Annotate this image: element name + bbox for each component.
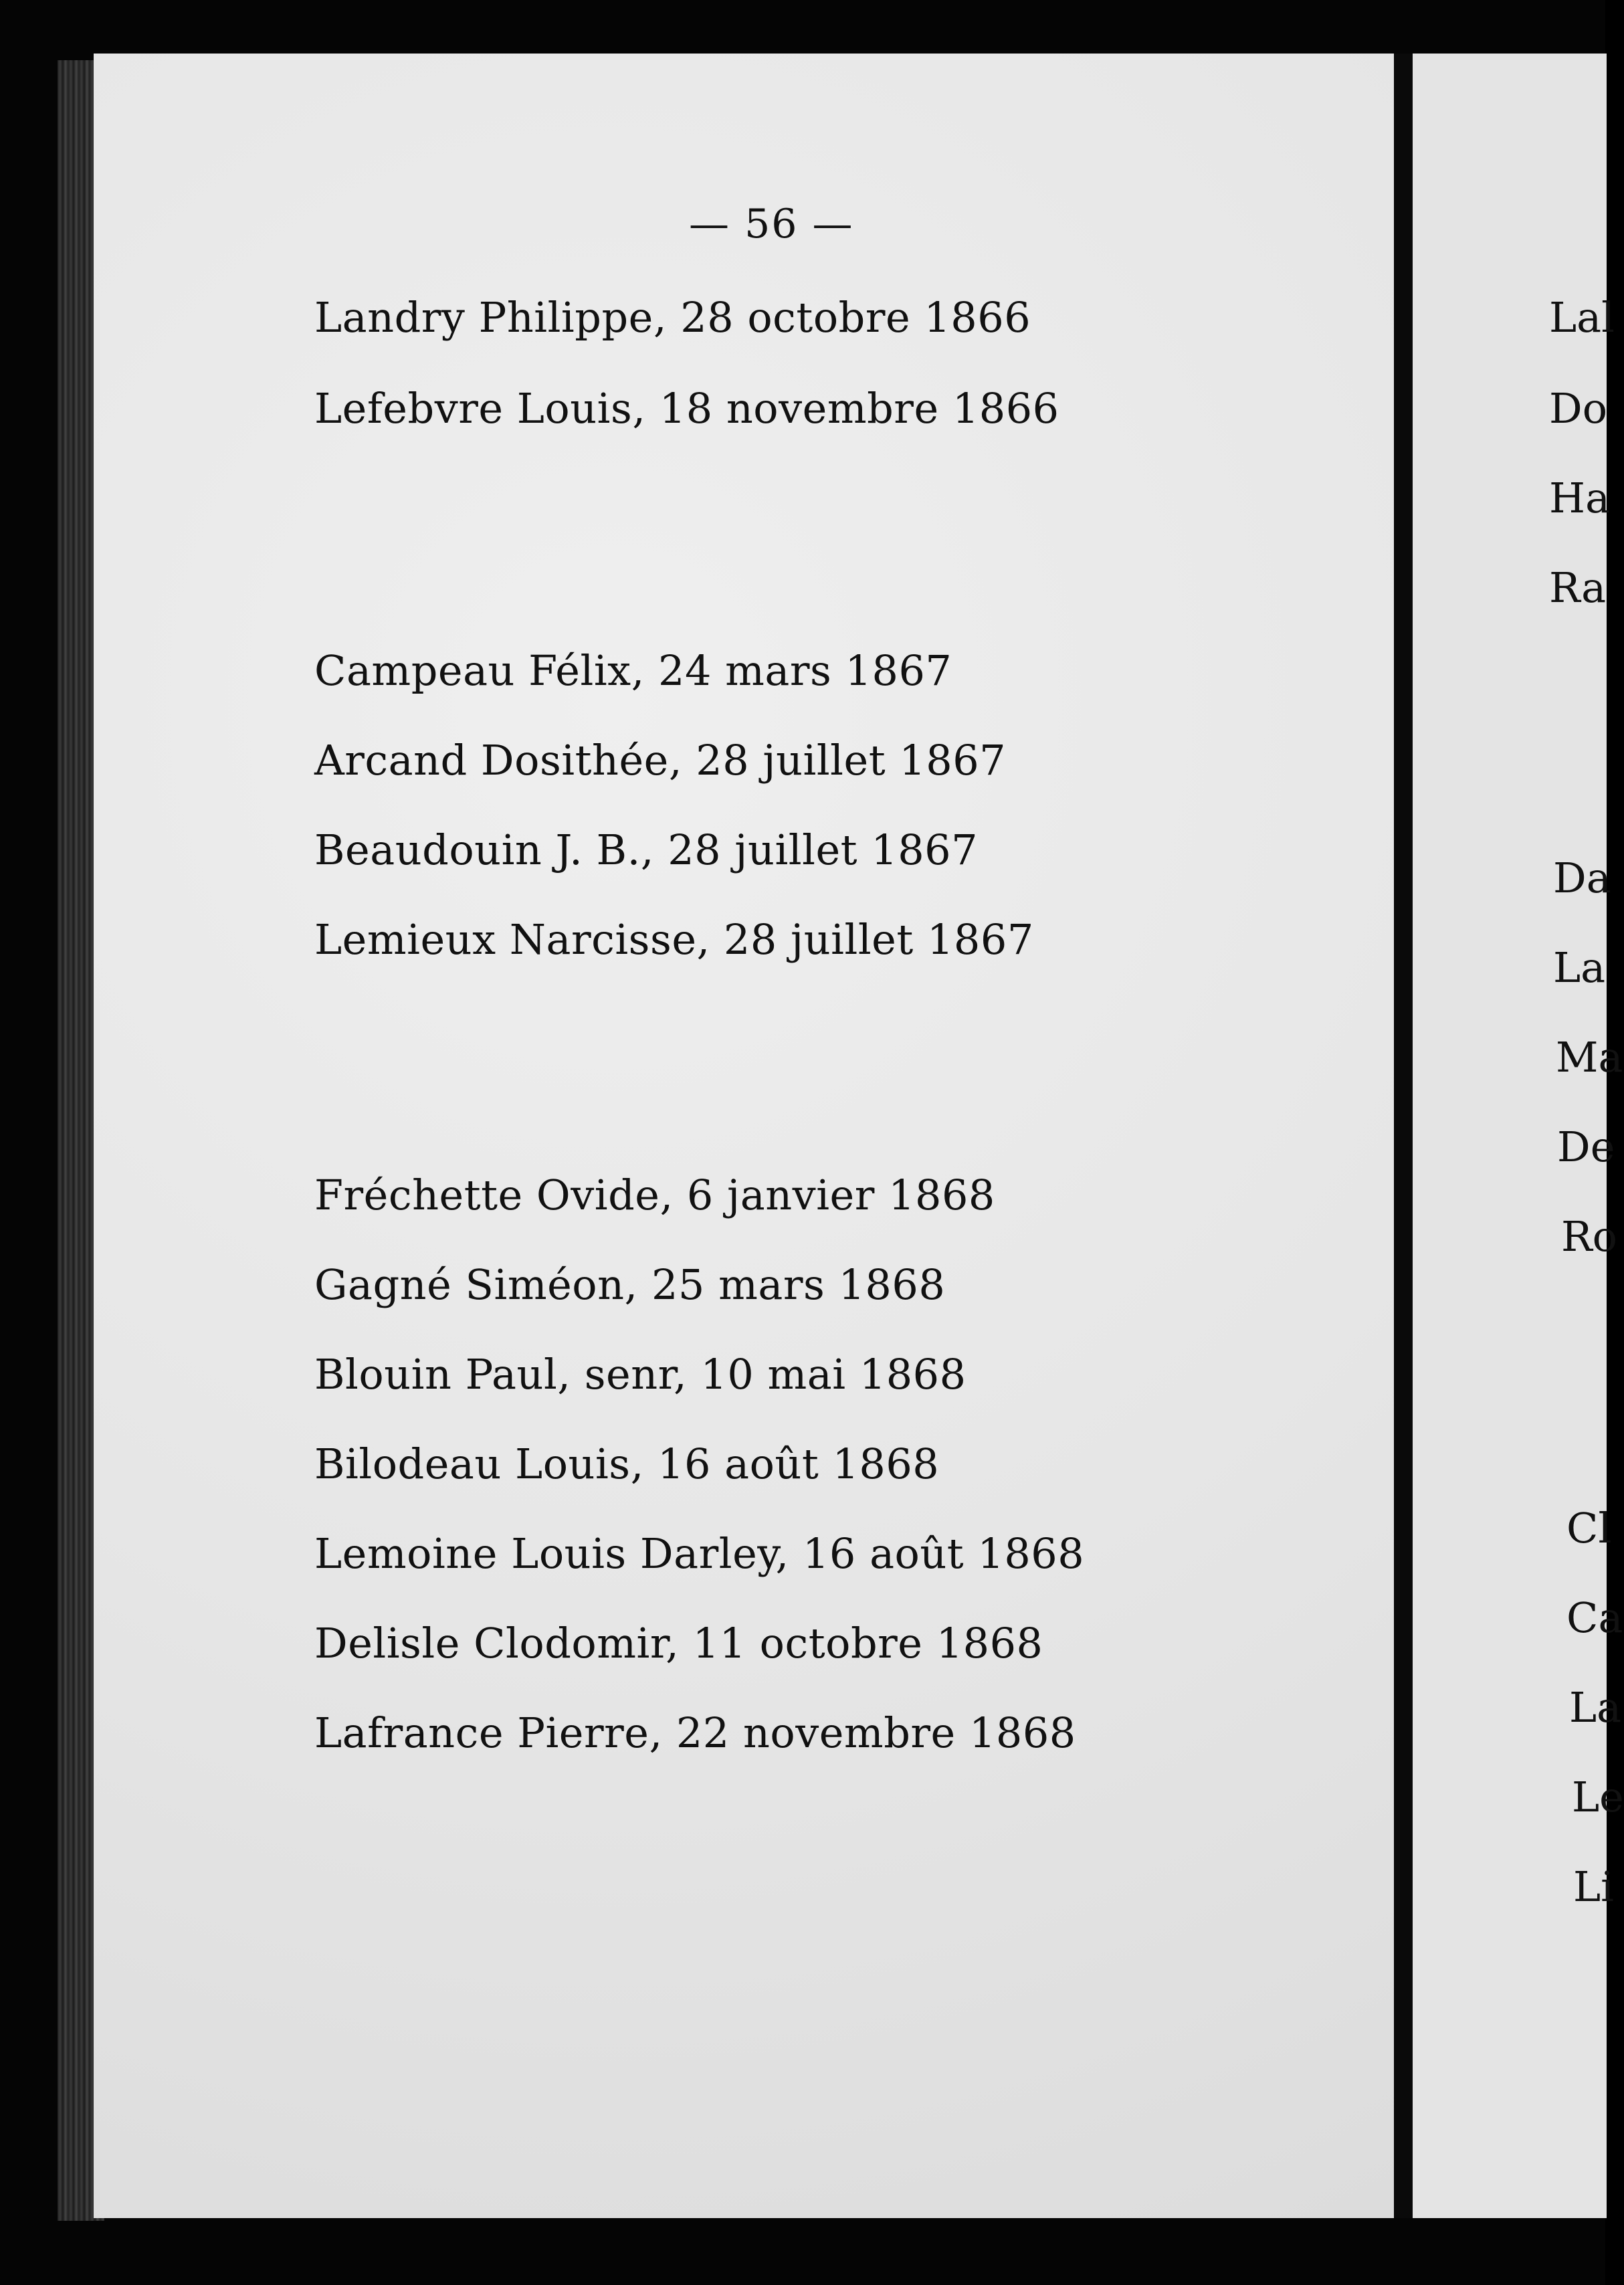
- list-item: Lemieux Narcisse, 28 juillet 1867: [314, 915, 1034, 964]
- page-gutter: [1394, 54, 1413, 2218]
- list-item: Lemoine Louis Darley, 16 août 1868: [314, 1529, 1085, 1578]
- right-page-fragment: Le: [1572, 1773, 1624, 1821]
- right-page-fragment: Do: [1549, 384, 1608, 433]
- right-page-fragment: Li: [1573, 1862, 1615, 1911]
- right-page-fragment: Ra: [1549, 563, 1607, 612]
- right-page-fragment: La: [1569, 1683, 1622, 1732]
- list-item: Landry Philippe, 28 octobre 1866: [314, 293, 1031, 342]
- right-page-fragment: Ha: [1549, 474, 1611, 522]
- right-page-fragment: La: [1553, 943, 1606, 992]
- list-item: Campeau Félix, 24 mars 1867: [314, 646, 952, 695]
- right-page-fragment: Ro: [1561, 1212, 1618, 1261]
- list-item: Blouin Paul, senr, 10 mai 1868: [314, 1350, 967, 1399]
- list-item: Delisle Clodomir, 11 octobre 1868: [314, 1619, 1043, 1668]
- right-page-fragment: De: [1557, 1122, 1615, 1171]
- list-item: Bilodeau Louis, 16 août 1868: [314, 1439, 940, 1488]
- right-page-fragment: Ca: [1566, 1593, 1623, 1642]
- right-page-fragment: Cl: [1566, 1504, 1612, 1553]
- list-item: Arcand Dosithée, 28 juillet 1867: [314, 736, 1007, 785]
- page-number: — 56 —: [689, 201, 854, 247]
- list-item: Lafrance Pierre, 22 novembre 1868: [314, 1708, 1076, 1757]
- list-item: Beaudouin J. B., 28 juillet 1867: [314, 825, 979, 874]
- right-page-fragment: Lal: [1549, 293, 1615, 342]
- list-item: Gagné Siméon, 25 mars 1868: [314, 1260, 946, 1309]
- left-page: [94, 54, 1394, 2218]
- list-item: Fréchette Ovide, 6 janvier 1868: [314, 1171, 995, 1219]
- right-page-fragment: Da: [1553, 854, 1611, 902]
- list-item: Lefebvre Louis, 18 novembre 1866: [314, 384, 1059, 433]
- right-page-fragment: Ma: [1556, 1033, 1623, 1082]
